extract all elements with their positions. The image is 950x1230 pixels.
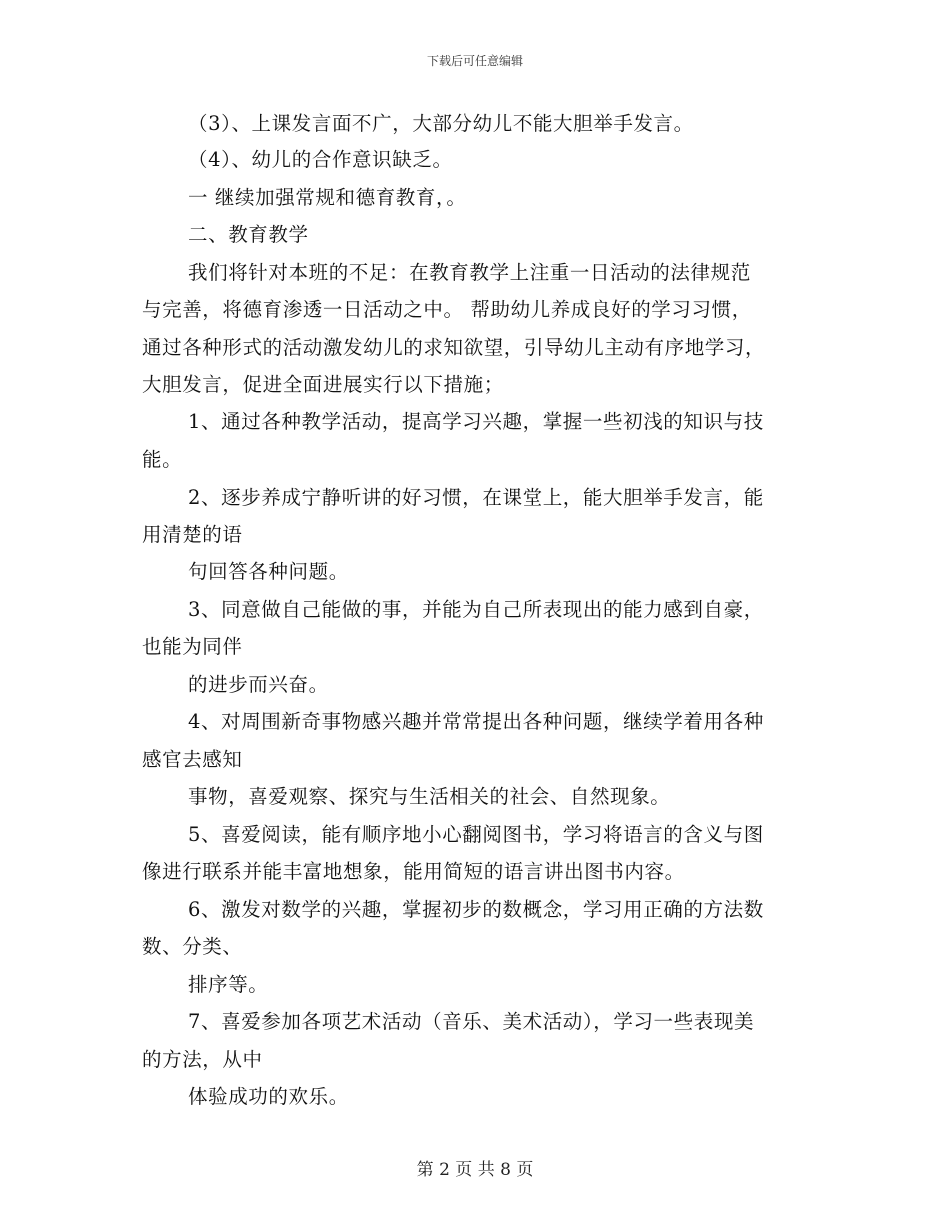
- text-line: 体验成功的欢乐。: [188, 1085, 349, 1108]
- text-line: 事物，喜爱观察、探究与生活相关的社会、自然现象。: [188, 785, 671, 808]
- page-header-note: 下载后可任意编辑: [426, 54, 523, 68]
- text-line: （4）、幼儿的合作意识缺乏。: [188, 148, 453, 171]
- text-line: 也能为同伴: [142, 635, 243, 658]
- text-line: 用清楚的语: [142, 523, 243, 546]
- text-line: 通过各种形式的活动激发幼儿的求知欲望，引导幼儿主动有序地学习，: [142, 336, 766, 359]
- text-line: 5、喜爱阅读，能有顺序地小心翻阅图书，学习将语言的含义与图: [188, 823, 764, 846]
- text-line: 6、激发对数学的兴趣，掌握初步的数概念，学习用正确的方法数: [188, 898, 764, 921]
- text-line: 一 继续加强常规和德育教育，。: [188, 186, 467, 209]
- text-line: 能。: [142, 448, 183, 471]
- text-line: 2、逐步养成宁静听讲的好习惯，在课堂上，能大胆举手发言，能: [188, 486, 764, 509]
- text-line: 大胆发言，促进全面进展实行以下措施；: [142, 373, 504, 396]
- text-line: 二、教育教学: [188, 223, 309, 246]
- text-line: 7、喜爱参加各项艺术活动（音乐、美术活动），学习一些表现美: [188, 1010, 755, 1033]
- text-line: 4、对周围新奇事物感兴趣并常常提出各种问题，继续学着用各种: [188, 710, 764, 733]
- text-line: 我们将针对本班的不足：在教育教学上注重一日活动的法律规范: [188, 261, 751, 284]
- text-line: 的方法，从中: [142, 1048, 263, 1071]
- text-line: 数、分类、: [142, 935, 243, 958]
- text-line: 与完善，将德育渗透一日活动之中。 帮助幼儿养成良好的学习习惯，: [142, 298, 752, 321]
- text-line: 句回答各种问题。: [188, 560, 349, 583]
- text-line: 感官去感知: [142, 748, 243, 771]
- text-line: 3、同意做自己能做的事，并能为自己所表现出的能力感到自豪，: [188, 598, 764, 621]
- text-line: （3）、上课发言面不广，大部分幼儿不能大胆举手发言。: [188, 112, 694, 135]
- text-line: 1、通过各种教学活动，提高学习兴趣，掌握一些初浅的知识与技: [188, 410, 764, 433]
- text-line: 的进步而兴奋。: [188, 673, 329, 696]
- page-number: 第 2 页 共 8 页: [416, 1160, 534, 1180]
- text-line: 像进行联系并能丰富地想象，能用简短的语言讲出图书内容。: [142, 860, 685, 883]
- text-line: 排序等。: [188, 973, 269, 996]
